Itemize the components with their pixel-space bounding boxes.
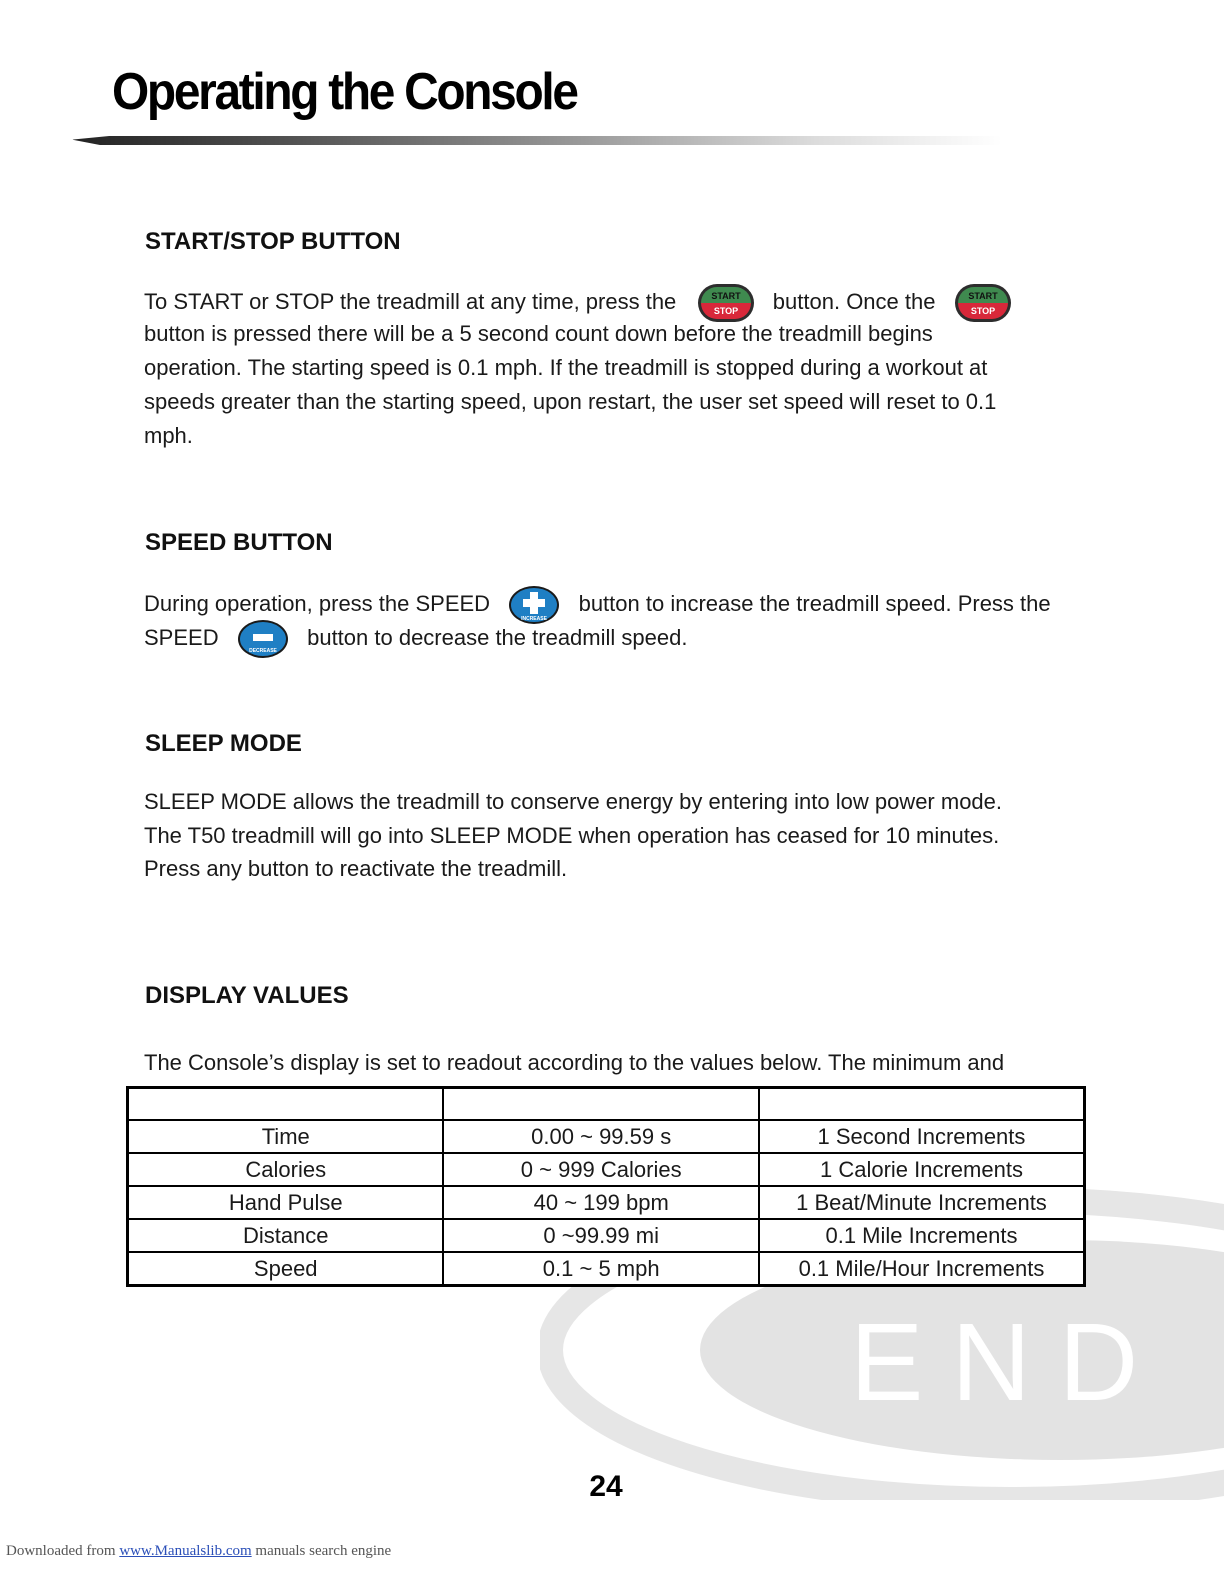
table-cell: 1 Second Increments [759,1120,1084,1153]
table-cell: 0.1 ~ 5 mph [443,1252,758,1285]
svg-text:START: START [968,291,998,301]
speed-text-3: SPEED [144,624,219,650]
table-header-cell [443,1088,758,1120]
table-cell: 0.1 Mile/Hour Increments [759,1252,1084,1285]
speed-decrease-icon [237,619,289,659]
table-cell: Time [128,1120,443,1153]
display-values-table [126,1086,1086,1287]
table-header-cell [759,1088,1084,1120]
sleep-heading: SLEEP MODE [145,730,302,757]
table-cell: 1 Calorie Increments [759,1153,1084,1186]
footer-prefix: Downloaded from [6,1543,116,1559]
start-stop-heading: START/STOP BUTTON [145,228,401,255]
speed-heading: SPEED BUTTON [145,529,333,556]
svg-text:STOP: STOP [970,306,995,316]
table-cell: 0 ~ 999 Calories [443,1153,758,1186]
footer-suffix: manuals search engine [255,1543,392,1559]
table-header-row [128,1088,1084,1120]
svg-text:STOP: STOP [713,306,738,316]
download-footer [6,1543,391,1560]
sleep-line-3: Press any button to reactivate the treadmill. [144,856,568,881]
display-intro: The Console’s display is set to readout according to the values below. The minimum and [144,1050,1005,1075]
start-stop-line-3: operation. The starting speed is 0.1 mph. If the treadmill is stopped during a workout at [144,355,988,380]
speed-text-1: During operation, press the SPEED [144,590,491,616]
display-heading: DISPLAY VALUES [145,982,349,1009]
speed-text-2: button to increase the treadmill speed. Press the [578,590,1051,616]
table-cell: Distance [128,1219,443,1252]
table-row [128,1153,1084,1186]
start-stop-line-4: speeds greater than the starting speed, upon restart, the user set speed will reset to 0.1 [144,389,997,414]
table-row [128,1219,1084,1252]
svg-text:START: START [710,291,741,301]
svg-text:DECREASE: DECREASE [248,648,277,654]
table-cell: 0.1 Mile Increments [759,1219,1084,1252]
start-stop-line-5: mph. [144,423,193,448]
table-row [128,1120,1084,1153]
table-cell: 0.00 ~ 99.59 s [443,1120,758,1153]
table-cell: Speed [128,1252,443,1285]
manualslib-link[interactable]: www.Manualslib.com [119,1543,252,1559]
page-number: 24 [589,1470,623,1503]
sleep-line-1: SLEEP MODE allows the treadmill to conserve energy by entering into low power mode. [144,789,1003,814]
start-stop-text-2: button. Once the [772,288,936,314]
table-cell: 0 ~99.99 mi [443,1219,758,1252]
table-row [128,1252,1084,1285]
watermark-text: END [850,1301,1167,1424]
start-stop-text-1: To START or STOP the treadmill at any time, press the [144,288,677,314]
table-cell: 40 ~ 199 bpm [443,1186,758,1219]
speed-line-2 [144,619,687,659]
table-row [128,1186,1084,1219]
table-cell: Calories [128,1153,443,1186]
start-stop-line-2: button is pressed there will be a 5 second count down before the treadmill begins [144,321,933,346]
title-underline [72,136,1002,145]
page-title: Operating the Console [112,63,577,121]
speed-text-4: button to decrease the treadmill speed. [307,624,688,650]
table-cell: Hand Pulse [128,1186,443,1219]
start-stop-icon [954,283,1012,323]
table-cell: 1 Beat/Minute Increments [759,1186,1084,1219]
sleep-line-2: The T50 treadmill will go into SLEEP MODE when operation has ceased for 10 minutes. [144,823,1000,848]
svg-text:INCREASE: INCREASE [521,616,548,622]
table-header-cell [128,1088,443,1120]
